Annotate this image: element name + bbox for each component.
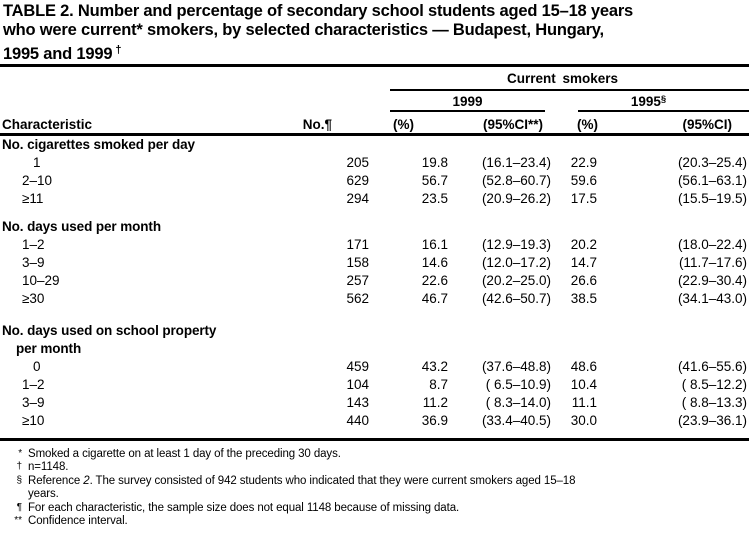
row-pct-1999: 46.7 [421, 290, 448, 306]
table-row [0, 172, 749, 190]
table-row [0, 254, 749, 272]
footnote-sample-size [0, 461, 749, 475]
title-line-1: TABLE 2. Number and percentage of secondary school students aged 15–18 years [3, 2, 634, 20]
row-pct-1995: 10.4 [570, 376, 597, 392]
row-ci-1995: (22.9–30.4) [677, 272, 747, 288]
spacer [372, 190, 390, 208]
table-row [0, 412, 749, 430]
row-pct-1995: 30.0 [570, 412, 597, 428]
spacer [372, 272, 390, 290]
row-no: 257 [346, 272, 369, 288]
row-ci-1995: (15.5–19.5) [677, 190, 747, 206]
year-1995-label [578, 91, 749, 112]
title-footnote-symbol: † [115, 43, 122, 56]
row-ci-1999: (12.9–19.3) [481, 236, 551, 252]
spacer [372, 358, 390, 376]
row-ci-1999: (42.6–50.7) [481, 290, 551, 306]
footnote-reference [0, 475, 749, 502]
row-ci-1995: (23.9–36.1) [677, 412, 747, 428]
footnote-marker-dagger: † [16, 461, 22, 473]
row-ci-1999: ( 8.3–14.0) [485, 394, 551, 410]
row-characteristic: ≥30 [22, 290, 45, 306]
row-pct-1995: 22.9 [570, 154, 597, 170]
footnote-marker-pilcrow: ¶ [16, 501, 22, 513]
row-ci-1995: (18.0–22.4) [677, 236, 747, 252]
row-ci-1995: ( 8.8–13.3) [681, 394, 747, 410]
row-ci-1995: (56.1–63.1) [677, 172, 747, 188]
col-header-pct-1999: (%) [393, 116, 414, 132]
col-header-characteristic: Characteristic [2, 116, 93, 132]
spacer [372, 412, 390, 430]
footnote-reference-number: 2 [83, 474, 90, 487]
footnote-text-wrap-line: years. [28, 488, 59, 501]
row-no: 171 [346, 236, 369, 252]
section-header-cigarettes-per-day: No. cigarettes smoked per day [2, 136, 195, 152]
row-ci-1999: ( 6.5–10.9) [485, 376, 551, 392]
spacer [372, 254, 390, 272]
row-no: 629 [346, 172, 369, 188]
row-ci-1995: (41.6–55.6) [677, 358, 747, 374]
spacer [372, 290, 390, 308]
spacer [372, 376, 390, 394]
footnote-text: Confidence interval. [28, 515, 128, 528]
year-1995-cell [552, 91, 749, 112]
table-header [0, 67, 749, 133]
footnote-text-post: . The survey consisted of 942 students who indicated that they were current smokers aged 15–18 [89, 474, 576, 487]
footnote-marker-section: § [16, 474, 22, 486]
row-pct-1995: 59.6 [570, 172, 597, 188]
row-ci-1999: (52.8–60.7) [481, 172, 551, 188]
year-header-row [0, 91, 749, 110]
footnote-text: Smoked a cigarette on at least 1 day of the preceding 30 days. [28, 447, 341, 460]
spacer [372, 394, 390, 412]
section-header-school-property [0, 308, 749, 358]
row-pct-1999: 8.7 [429, 376, 448, 392]
table-body [0, 136, 749, 430]
row-ci-1999: (20.2–25.0) [481, 272, 551, 288]
row-no: 562 [346, 290, 369, 306]
row-no: 158 [346, 254, 369, 270]
spacer [372, 236, 390, 254]
group-header-row [0, 67, 749, 91]
section-header-days-per-month: No. days used per month [2, 218, 161, 234]
footnote-marker-asterisk: * [18, 447, 22, 459]
group-header-current-smokers: Current smokers [390, 67, 749, 91]
year-1999-label: 1999 [390, 93, 545, 112]
footnote-text: n=1148. [28, 461, 69, 474]
bottom-rule [0, 438, 749, 441]
row-pct-1999: 22.6 [421, 272, 448, 288]
col-header-ci-1999: (95%CI**) [482, 116, 543, 132]
title-line-3 [3, 41, 745, 64]
row-ci-1999: (33.4–40.5) [481, 412, 551, 428]
row-ci-1999: (12.0–17.2) [481, 254, 551, 270]
section-header-line-1: No. days used on school property [2, 322, 217, 338]
row-pct-1995: 48.6 [570, 358, 597, 374]
footnote-current-smoker-definition [0, 448, 749, 462]
row-pct-1995: 38.5 [570, 290, 597, 306]
row-no: 459 [346, 358, 369, 374]
column-header-row [0, 110, 749, 133]
row-pct-1999: 56.7 [421, 172, 448, 188]
row-ci-1995: (20.3–25.4) [677, 154, 747, 170]
row-no: 294 [346, 190, 369, 206]
row-characteristic: 1–2 [22, 236, 45, 252]
row-pct-1999: 36.9 [421, 412, 448, 428]
row-characteristic: 3–9 [22, 254, 45, 270]
row-no: 143 [346, 394, 369, 410]
spacer [372, 172, 390, 190]
row-pct-1999: 16.1 [421, 236, 448, 252]
row-characteristic: 10–29 [22, 272, 60, 288]
row-characteristic: 0 [33, 358, 41, 374]
row-pct-1999: 14.6 [421, 254, 448, 270]
table-row [0, 358, 749, 376]
table-row [0, 236, 749, 254]
row-ci-1999: (16.1–23.4) [481, 154, 551, 170]
row-ci-1999: (37.6–48.8) [481, 358, 551, 374]
row-no: 104 [346, 376, 369, 392]
row-pct-1995: 26.6 [570, 272, 597, 288]
row-pct-1995: 20.2 [570, 236, 597, 252]
title-line-2: who were current* smokers, by selected characteristics — Budapest, Hungary, [3, 21, 604, 40]
row-pct-1995: 14.7 [570, 254, 597, 270]
row-characteristic: 2–10 [22, 172, 53, 188]
row-characteristic: 3–9 [22, 394, 45, 410]
row-no: 440 [346, 412, 369, 428]
row-ci-1995: (34.1–43.0) [677, 290, 747, 306]
row-characteristic: 1–2 [22, 376, 45, 392]
table-row [0, 394, 749, 412]
title-line-3-text: 1995 and 1999 [3, 44, 113, 63]
table-row [0, 190, 749, 208]
footnote-text: For each characteristic, the sample size does not equal 1148 because of missing data. [28, 501, 460, 514]
table-row [0, 154, 749, 172]
table-title [0, 0, 749, 64]
col-header-no: No.¶ [302, 116, 332, 132]
row-no: 205 [346, 154, 369, 170]
row-characteristic: 1 [33, 154, 41, 170]
row-ci-1995: (11.7–17.6) [678, 254, 747, 270]
footnote-marker-double-asterisk: ** [14, 515, 22, 527]
year-1995-text: 1995 [630, 93, 661, 109]
row-characteristic: ≥11 [22, 190, 44, 206]
row-pct-1999: 23.5 [421, 190, 448, 206]
spacer [372, 154, 390, 172]
row-pct-1995: 11.1 [571, 394, 597, 410]
year-1995-footnote-symbol: § [660, 93, 667, 105]
row-pct-1999: 19.8 [421, 154, 448, 170]
row-pct-1999: 43.2 [421, 358, 448, 374]
footnote-confidence-interval [0, 515, 749, 529]
footnote-missing-data [0, 502, 749, 516]
col-header-pct-1995: (%) [577, 116, 598, 132]
row-ci-1995: ( 8.5–12.2) [681, 376, 747, 392]
table-row [0, 272, 749, 290]
col-header-ci-1995: (95%CI) [682, 116, 732, 132]
footnote-text-pre: Reference [28, 474, 84, 487]
row-pct-1999: 11.2 [422, 394, 448, 410]
year-1999-cell [390, 91, 552, 112]
row-ci-1999: (20.9–26.2) [481, 190, 551, 206]
table-row [0, 376, 749, 394]
row-pct-1995: 17.5 [570, 190, 597, 206]
table-row [0, 290, 749, 308]
section-header-line-2: per month [16, 340, 82, 356]
footnotes [0, 448, 749, 529]
row-characteristic: ≥10 [22, 412, 45, 428]
